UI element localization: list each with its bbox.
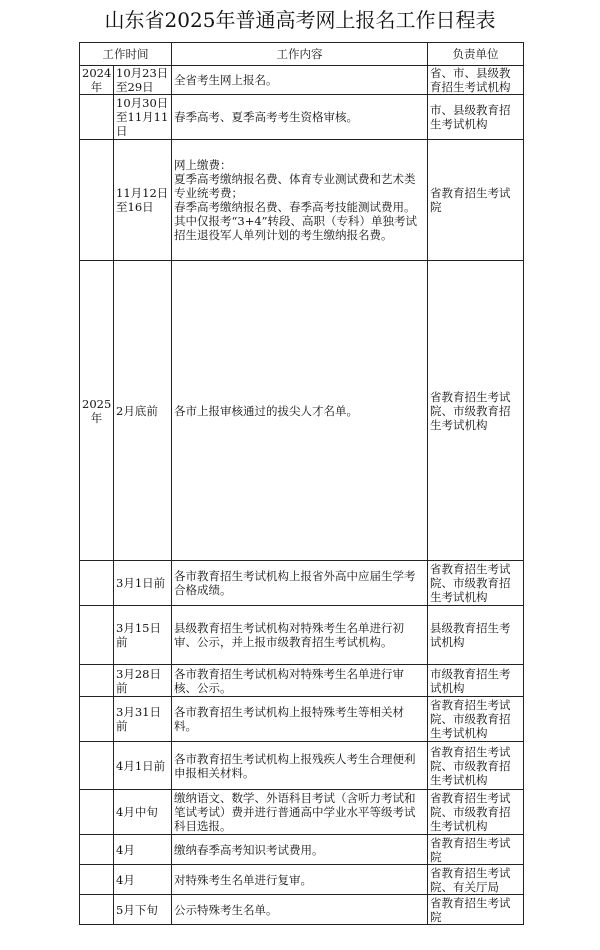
table-header-row	[80, 43, 524, 66]
year-cell	[80, 561, 114, 606]
table-row	[80, 665, 524, 697]
table-row	[80, 697, 524, 742]
org-cell: 省教育招生考试院、市级教育招生考试机构	[428, 261, 524, 561]
date-cell: 4月	[114, 865, 172, 895]
date-cell: 3月31日前	[114, 697, 172, 742]
content-cell: 对特殊考生名单进行复审。	[172, 865, 428, 895]
content-cell: 县级教育招生考试机构对特殊考生名单进行初审、公示，并上报市级教育招生考试机构。	[172, 606, 428, 665]
date-cell: 11月12日至16日	[114, 140, 172, 261]
date-cell: 10月30日至11月11日	[114, 95, 172, 140]
content-cell: 各市上报审核通过的拔尖人才名单。	[172, 261, 428, 561]
content-line: 网上缴费：	[174, 158, 232, 172]
schedule-table-wrapper	[79, 42, 523, 925]
header-time: 工作时间	[80, 43, 172, 66]
org-cell: 市级教育招生考试机构	[428, 665, 524, 697]
content-cell: 各市教育招生考试机构上报省外高中应届生学考合格成绩。	[172, 561, 428, 606]
table-row	[80, 66, 524, 95]
org-cell: 省、市、县级教育招生考试机构	[428, 66, 524, 95]
content-cell: 全省考生网上报名。	[172, 66, 428, 95]
date-cell: 3月15日前	[114, 606, 172, 665]
table-row	[80, 606, 524, 665]
year-cell	[80, 742, 114, 790]
year-cell	[80, 895, 114, 925]
schedule-table	[79, 42, 524, 925]
content-cell: 缴纳春季高考知识考试费用。	[172, 835, 428, 865]
year-cell	[80, 835, 114, 865]
table-row	[80, 835, 524, 865]
org-cell: 省教育招生考试院、市级教育招生考试机构	[428, 697, 524, 742]
content-cell: 各市教育招生考试机构上报残疾人考生合理便利申报相关材料。	[172, 742, 428, 790]
year-cell: 2024年	[80, 66, 114, 95]
date-cell: 4月	[114, 835, 172, 865]
date-cell: 4月中旬	[114, 790, 172, 835]
page-title: 山东省2025年普通高考网上报名工作日程表	[104, 8, 496, 32]
content-cell: 各市教育招生考试机构对特殊考生名单进行审核、公示。	[172, 665, 428, 697]
content-cell	[172, 140, 428, 261]
header-org: 负责单位	[428, 43, 524, 66]
content-cell: 缴纳语文、数学、外语科目考试（含听力考试和笔试考试）费并进行普通高中学业水平等级考试科目选报。	[172, 790, 428, 835]
date-cell: 2月底前	[114, 261, 172, 561]
date-cell: 10月23日至29日	[114, 66, 172, 95]
org-cell: 省教育招生考试院	[428, 835, 524, 865]
year-cell	[80, 865, 114, 895]
org-cell: 省教育招生考试院	[428, 895, 524, 925]
table-row	[80, 790, 524, 835]
org-cell: 县级教育招生考试机构	[428, 606, 524, 665]
year-cell	[80, 606, 114, 665]
date-cell: 3月28日前	[114, 665, 172, 697]
year-cell	[80, 665, 114, 697]
table-row	[80, 865, 524, 895]
table-row	[80, 261, 524, 561]
table-row	[80, 742, 524, 790]
header-content: 工作内容	[172, 43, 428, 66]
content-cell: 春季高考、夏季高考考生资格审核。	[172, 95, 428, 140]
table-row	[80, 140, 524, 261]
year-cell	[80, 140, 114, 261]
year-cell: 2025年	[80, 261, 114, 561]
org-cell: 省教育招生考试院、市级教育招生考试机构	[428, 742, 524, 790]
content-cell: 公示特殊考生名单。	[172, 895, 428, 925]
year-cell	[80, 697, 114, 742]
date-cell: 5月下旬	[114, 895, 172, 925]
year-cell	[80, 95, 114, 140]
content-line: 春季高考缴纳报名费、春季高考技能测试费用。其中仅报考“3+4”转段、高职（专科）单独考试招生退役军人单列计划的考生缴纳报名费。	[174, 200, 418, 242]
org-cell: 省教育招生考试院、有关厅局	[428, 865, 524, 895]
table-row	[80, 895, 524, 925]
table-row	[80, 95, 524, 140]
org-cell: 省教育招生考试院、市级教育招生考试机构	[428, 561, 524, 606]
year-cell	[80, 790, 114, 835]
date-cell: 4月1日前	[114, 742, 172, 790]
org-cell: 市、县级教育招生考试机构	[428, 95, 524, 140]
date-cell: 3月1日前	[114, 561, 172, 606]
content-cell: 各市教育招生考试机构上报特殊考生等相关材料。	[172, 697, 428, 742]
org-cell: 省教育招生考试院、市级教育招生考试机构	[428, 790, 524, 835]
org-cell: 省教育招生考试院	[428, 140, 524, 261]
content-line: 夏季高考缴纳报名费、体育专业测试费和艺术类专业统考费；	[174, 172, 416, 200]
table-row	[80, 561, 524, 606]
